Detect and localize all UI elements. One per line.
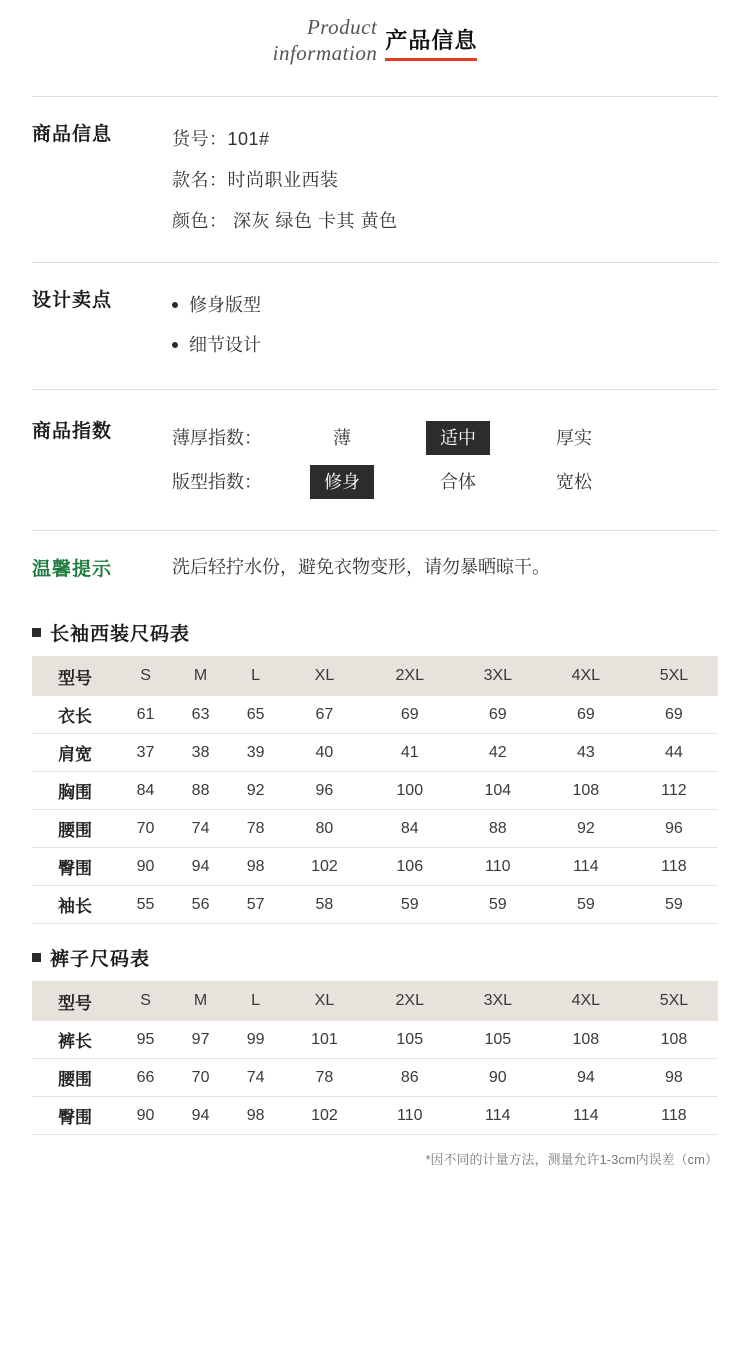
list-item: [172, 325, 718, 365]
table-cell: 59: [576, 895, 595, 913]
thickness-option-thin[interactable]: [284, 416, 400, 460]
fit-index-row: [172, 460, 718, 504]
table-cell: 70: [191, 1068, 210, 1086]
pants-size-table: [32, 981, 718, 1135]
table-header-cell: 4XL: [542, 981, 630, 1021]
table-cell: 90: [488, 1068, 507, 1086]
product-info-section: [32, 97, 718, 262]
table-cell: 102: [311, 857, 338, 875]
table-header-cell: M: [173, 981, 228, 1021]
table-row: [32, 696, 718, 734]
table-header-cell: L: [228, 656, 283, 696]
table-cell: 108: [660, 1030, 688, 1048]
thickness-option-thick[interactable]: [516, 416, 632, 460]
table-cell: 臀围: [58, 1108, 92, 1127]
table-cell: 90: [136, 1106, 155, 1124]
thickness-index-row: [172, 416, 718, 460]
thickness-index-title: 薄厚指数：: [172, 428, 262, 448]
table-cell: 80: [315, 819, 334, 837]
thickness-option-thick-label: 厚实: [556, 428, 592, 448]
bullet-dot-icon: [172, 342, 178, 348]
measurement-footnote: *因不同的计量方法，测量允许1-3cm内误差（cm）: [425, 1152, 718, 1167]
table-header-cell: 2XL: [366, 656, 454, 696]
pants-size-table-title-wrap: [32, 944, 718, 971]
fit-option-regular[interactable]: [400, 460, 516, 504]
header-chinese-title: 产品信息: [385, 28, 478, 53]
table-cell: 94: [191, 1106, 210, 1124]
table-header-row: [32, 981, 718, 1021]
table-header-cell: 5XL: [630, 656, 718, 696]
table-cell: 衣长: [58, 707, 92, 726]
table-cell: 101: [311, 1030, 338, 1048]
selling-points-body: [172, 285, 718, 365]
fit-option-regular-label: 合体: [440, 472, 476, 492]
table-cell: 88: [191, 781, 210, 799]
table-header-cell: 型号: [32, 981, 118, 1021]
table-cell: 96: [315, 781, 334, 799]
table-cell: 55: [136, 895, 155, 913]
selling-points-section: [32, 263, 718, 389]
thickness-option-medium-label: 适中: [426, 421, 490, 455]
table-row: [32, 1059, 718, 1097]
table-cell: 69: [576, 705, 595, 723]
table-cell: 110: [397, 1106, 423, 1124]
table-cell: 114: [573, 857, 599, 875]
header-english-title: [273, 14, 378, 66]
table-cell: 105: [396, 1030, 424, 1048]
table-cell: 112: [661, 781, 687, 799]
table-header-cell: XL: [283, 981, 366, 1021]
table-cell: 59: [400, 895, 419, 913]
table-cell: 96: [665, 819, 683, 837]
table-header-cell: L: [228, 981, 283, 1021]
table-cell: 108: [572, 781, 600, 799]
table-cell: 98: [665, 1068, 683, 1086]
table-cell: 39: [246, 743, 265, 761]
table-cell: 69: [400, 705, 419, 723]
product-info-row: 颜色： 深灰 绿色 卡其 黄色: [172, 211, 398, 231]
table-cell: 98: [246, 1106, 265, 1124]
table-cell: 腰围: [58, 1070, 92, 1089]
pants-size-table-title: 裤子尺码表: [50, 949, 151, 970]
table-cell: 66: [136, 1068, 155, 1086]
table-header-cell: M: [173, 656, 228, 696]
selling-point-text: 细节设计: [189, 335, 261, 355]
table-cell: 腰围: [58, 821, 92, 840]
jacket-size-table-title: 长袖西装尺码表: [50, 624, 191, 645]
table-cell: 38: [191, 743, 210, 761]
table-row: [32, 886, 718, 924]
product-info-body: [172, 119, 718, 242]
table-row: [32, 848, 718, 886]
tips-section: [32, 531, 718, 605]
table-cell: 100: [396, 781, 424, 799]
header-chinese-title-wrap: [385, 24, 477, 66]
table-cell: 肩宽: [58, 745, 92, 764]
fit-option-loose-label: 宽松: [556, 472, 592, 492]
selling-point-text: 修身版型: [189, 295, 261, 315]
table-cell: 104: [484, 781, 512, 799]
table-cell: 57: [246, 895, 265, 913]
table-cell: 65: [246, 705, 265, 723]
table-cell: 61: [136, 705, 155, 723]
table-cell: 99: [246, 1030, 265, 1048]
table-cell: 臀围: [58, 859, 92, 878]
table-cell: 95: [136, 1030, 155, 1048]
table-cell: 84: [400, 819, 419, 837]
table-cell: 43: [576, 743, 595, 761]
table-cell: 69: [488, 705, 507, 723]
table-cell: 97: [191, 1030, 210, 1048]
table-cell: 41: [400, 743, 419, 761]
table-row: [32, 1021, 718, 1059]
table-cell: 92: [576, 819, 595, 837]
table-cell: 42: [488, 743, 507, 761]
table-cell: 74: [191, 819, 210, 837]
table-cell: 74: [246, 1068, 265, 1086]
square-bullet-icon: [32, 953, 41, 962]
table-cell: 胸围: [58, 783, 92, 802]
table-row: [32, 734, 718, 772]
table-cell: 90: [136, 857, 155, 875]
fit-index-title: 版型指数：: [172, 472, 262, 492]
tips-label: 温馨提示: [32, 558, 113, 580]
table-cell: 88: [488, 819, 507, 837]
table-header-cell: 2XL: [366, 981, 454, 1021]
table-row: [32, 1097, 718, 1135]
fit-option-slim[interactable]: [284, 460, 400, 504]
table-cell: 56: [191, 895, 210, 913]
table-header-cell: 4XL: [542, 656, 630, 696]
product-info-row: 款名：时尚职业西装: [172, 170, 339, 190]
table-cell: 114: [485, 1106, 511, 1124]
table-cell: 94: [191, 857, 210, 875]
table-cell: 105: [484, 1030, 512, 1048]
page-header: [0, 0, 750, 66]
table-cell: 裤长: [58, 1032, 92, 1051]
table-row: [32, 772, 718, 810]
table-cell: 118: [661, 857, 687, 875]
table-cell: 94: [576, 1068, 595, 1086]
indexes-body: [172, 416, 718, 504]
square-bullet-icon: [32, 628, 41, 637]
table-cell: 69: [665, 705, 683, 723]
table-cell: 118: [661, 1106, 687, 1124]
table-header-cell: XL: [283, 656, 366, 696]
fit-option-slim-label: 修身: [310, 465, 374, 499]
table-header-cell: 3XL: [454, 656, 542, 696]
table-cell: 59: [665, 895, 683, 913]
jacket-size-table: [32, 656, 718, 924]
table-row: [32, 810, 718, 848]
table-cell: 110: [485, 857, 511, 875]
table-cell: 44: [665, 743, 683, 761]
tips-text: 洗后轻拧水份，避免衣物变形，请勿暴晒晾干。: [172, 557, 550, 577]
list-item: [172, 285, 718, 325]
thickness-option-thin-label: 薄: [333, 428, 351, 448]
table-cell: 92: [246, 781, 265, 799]
jacket-size-table-title-wrap: [32, 619, 718, 646]
table-cell: 63: [191, 705, 210, 723]
header-english-line2: information: [272, 41, 378, 65]
table-cell: 70: [136, 819, 155, 837]
table-cell: 59: [488, 895, 507, 913]
table-cell: 58: [315, 895, 334, 913]
table-cell: 67: [315, 705, 334, 723]
table-cell: 37: [136, 743, 155, 761]
table-cell: 98: [246, 857, 265, 875]
table-cell: 106: [396, 857, 424, 875]
bullet-dot-icon: [172, 302, 178, 308]
thickness-option-medium[interactable]: [400, 416, 516, 460]
header-underline: [385, 58, 477, 61]
product-info-label: 商品信息: [32, 124, 113, 145]
selling-points-label: 设计卖点: [32, 290, 113, 311]
indexes-label: 商品指数: [32, 421, 113, 442]
table-header-cell: S: [118, 656, 173, 696]
product-info-row: 货号：101#: [172, 129, 270, 149]
table-header-cell: 型号: [32, 656, 118, 696]
table-cell: 114: [573, 1106, 599, 1124]
table-cell: 86: [400, 1068, 419, 1086]
fit-option-loose[interactable]: [516, 460, 632, 504]
table-header-cell: 3XL: [454, 981, 542, 1021]
table-cell: 78: [315, 1068, 334, 1086]
header-english-line1: Product: [306, 15, 378, 39]
table-cell: 78: [246, 819, 265, 837]
table-cell: 102: [311, 1106, 338, 1124]
table-header-cell: S: [118, 981, 173, 1021]
table-cell: 108: [572, 1030, 600, 1048]
table-cell: 40: [315, 743, 334, 761]
table-cell: 84: [136, 781, 155, 799]
table-header-cell: 5XL: [630, 981, 718, 1021]
table-cell: 袖长: [58, 897, 92, 916]
table-header-row: [32, 656, 718, 696]
indexes-section: [32, 390, 718, 530]
